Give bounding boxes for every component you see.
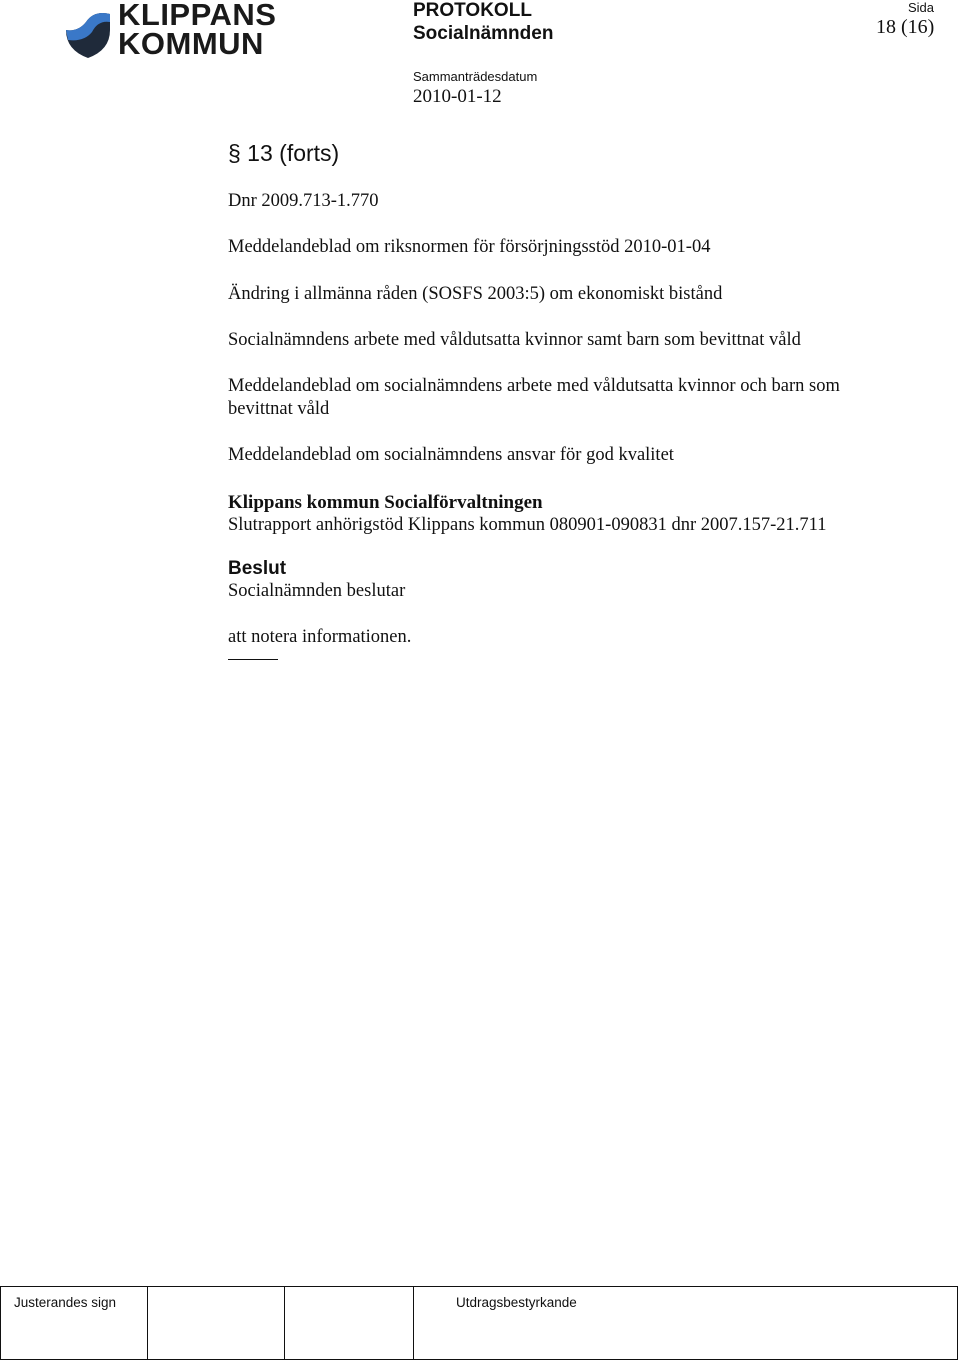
org-heading: Klippans kommun Socialförvaltningen	[228, 492, 543, 513]
document-title: PROTOKOLL	[413, 0, 532, 21]
list-item: Meddelandeblad om riksnormen för försörjningsstöd 2010-01-04	[228, 237, 711, 257]
section-heading: § 13 (forts)	[228, 140, 340, 166]
meeting-date-label: Sammanträdesdatum	[413, 69, 538, 84]
signature-cell	[148, 1287, 285, 1359]
justerandes-sign-cell	[1, 1287, 148, 1359]
list-item: Socialnämndens arbete med våldutsatta kvinnor samt barn som bevittnat våld	[228, 330, 801, 350]
signature-cell	[285, 1287, 414, 1359]
signature-table	[0, 1286, 958, 1360]
list-item: Meddelandeblad om socialnämndens arbete med våldutsatta kvinnor och barn som bevittnat våld	[228, 376, 840, 419]
meeting-date: 2010-01-12	[413, 86, 502, 107]
closing-rule	[228, 659, 278, 660]
minutes-body	[228, 138, 928, 660]
coat-of-arms-icon	[64, 0, 112, 60]
diary-number: Dnr 2009.713-1.770	[228, 191, 379, 211]
list-item: Ändring i allmänna råden (SOSFS 2003:5) om ekonomiskt bistånd	[228, 284, 723, 304]
page-label: Sida	[908, 0, 935, 15]
logo-line1: KLIPPANS	[118, 0, 277, 32]
utdragsbestyrkande-label: Utdragsbestyrkande	[456, 1295, 577, 1310]
list-item: Meddelandeblad om socialnämndens ansvar för god kvalitet	[228, 445, 674, 465]
logo-line2: KOMMUN	[118, 26, 264, 61]
utdragsbestyrkande-cell	[414, 1287, 957, 1359]
decision-heading: Beslut	[228, 558, 287, 579]
report-reference: Slutrapport anhörigstöd Klippans kommun 080901-090831 dnr 2007.157-21.711	[228, 515, 827, 535]
justerandes-sign-label: Justerandes sign	[14, 1295, 117, 1310]
decision-text: att notera informationen.	[228, 627, 412, 647]
decision-intro: Socialnämnden beslutar	[228, 581, 406, 601]
committee-name: Socialnämnden	[413, 23, 554, 44]
klippans-kommun-logo	[64, 0, 277, 64]
page-number: 18 (16)	[876, 16, 935, 38]
